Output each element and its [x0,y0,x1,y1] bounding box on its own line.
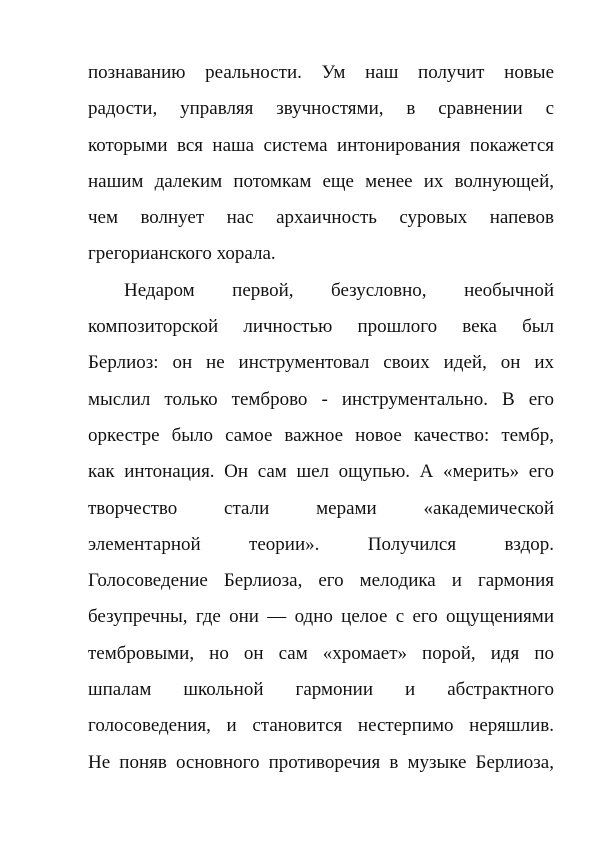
text-line: творчество стали мерами «академической [88,497,554,519]
text-line: Голосоведение Берлиоза, его мелодика и гармония [88,570,554,592]
text-line: познаванию реальности. Ум наш получит новые [88,62,554,83]
text-line: как интонация. Он сам шел ощупью. А «мерить» его [88,461,554,483]
text-line: чем волнует нас архаичность суровых напевов [88,207,554,229]
text-line: шпалам школьной гармонии и абстрактного [88,679,554,701]
text-line: элементарной теории». Получился вздор. [88,533,554,555]
text-line: мыслил только темброво - инструментально. В его [88,388,554,410]
text-line: которыми вся наша система интонирования покажется [88,134,554,156]
text-line: грегорианского хорала. [88,243,276,265]
text-line: оркестре было самое важное новое качество: тембр, [88,424,554,446]
text-line: голосоведения, и становится нестерпимо неряшлив. [88,715,554,737]
text-line: радости, управляя звучностями, в сравнении с [88,98,554,120]
text-line: тембровыми, но он сам «хромает» порой, идя по [88,642,554,664]
text-line: композиторской личностью прошлого века был [88,316,554,338]
text-line: Не поняв основного противоречия в музыке Берлиоза, [88,751,554,773]
text-line: Недаром первой, безусловно, необычной [124,279,554,301]
text-line: Берлиоз: он не инструментовал своих идей, он их [88,352,554,374]
text-line: нашим далеким потомкам еще менее их волнующей, [88,170,554,192]
body-text [88,55,554,781]
text-line: безупречны, где они — одно целое с его ощущениями [88,606,554,628]
